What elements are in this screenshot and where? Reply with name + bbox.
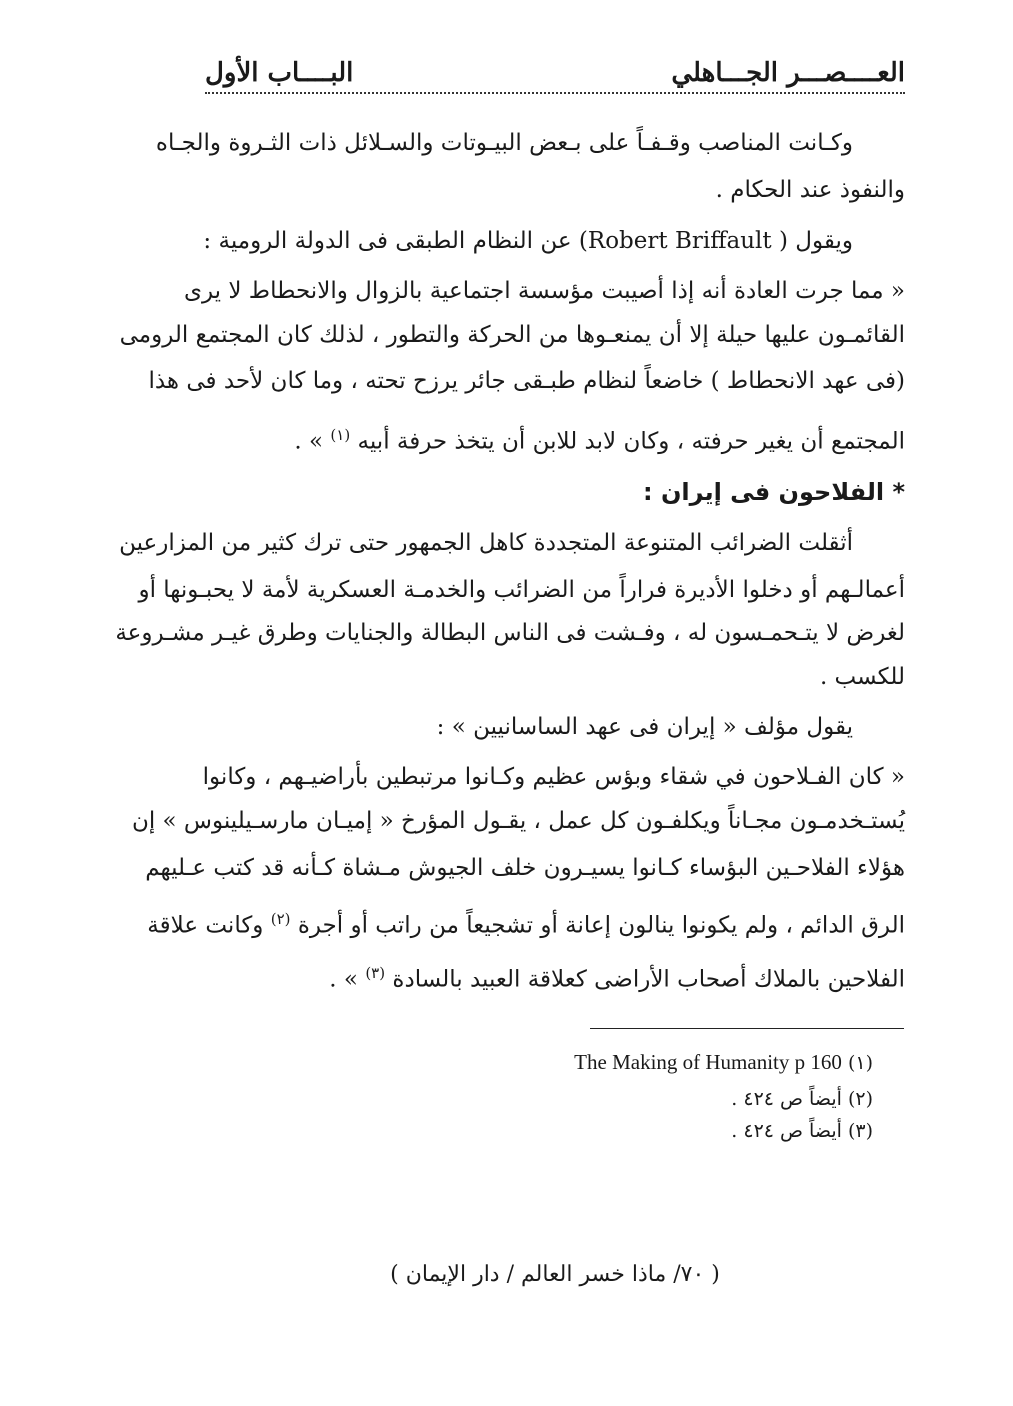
header-chapter: البــــاب الأول <box>205 58 354 88</box>
footnote-3 <box>731 1120 873 1142</box>
body-line: هؤلاء الفلاحـين البؤساء كـانوا يسيـرون خلف الجيوش مـشاة كـأنه قد كتب عـليهم <box>145 855 905 881</box>
body-line-text: وكانت علاقة <box>147 912 264 939</box>
body-line: أثقلت الضرائب المتنوعة المتجددة كاهل الجمهور حتى ترك كثير من المزارعين <box>119 530 853 556</box>
footnote-number: (١) <box>847 1052 873 1074</box>
header-dotted-rule <box>205 92 905 94</box>
body-line: والنفوذ عند الحكام . <box>715 177 905 203</box>
closing-quote: » . <box>329 966 358 993</box>
body-line-with-ref <box>147 904 905 941</box>
footnote-separator <box>590 1028 904 1029</box>
body-line-text: الرق الدائم ، ولم يكونوا ينالون إعانة أو تشجيعاً من راتب أو أجرة <box>297 912 905 939</box>
body-line: يُستـخدمـون مجـاناً ويكلفـون كل عمل ، يقـول المؤرخ « إميـان مارسـيلينوس » إن <box>131 808 905 834</box>
page-footer: ( ٧٠/ ماذا خسر العالم / دار الإيمان ) <box>390 1262 720 1287</box>
body-line: « مما جرت العادة أنه إذا أصيبت مؤسسة اجتماعية بالزوال والانحطاط لا يرى <box>183 278 905 304</box>
footnote-text: أيضاً ص ٤٢٤ . <box>731 1120 842 1142</box>
footnote-number: (٣) <box>847 1120 873 1142</box>
body-line: يقول مؤلف « إيران فى عهد الساسانيين » : <box>436 714 853 740</box>
body-line: أعمالـهم أو دخلوا الأديرة فراراً من الضرائب والخدمـة العسكرية لأمة لا يحبـونها أو <box>138 577 905 603</box>
footnote-text: أيضاً ص ٤٢٤ . <box>731 1088 842 1110</box>
footnote-number: (٢) <box>847 1088 873 1110</box>
footnote-1 <box>574 1050 873 1075</box>
body-line: وكـانت المناصب وقـفـاً على بـعض البيـوتات والسـلائل ذات الثـروة والجـاه <box>155 130 853 156</box>
body-line: القائمـون عليها حيلة إلا أن يمنعـوها من الحركة والتطور ، لذلك كان المجتمع الرومى <box>119 322 905 348</box>
body-line-text: الفلاحين بالملاك أصحاب الأراضى كعلاقة العبيد بالسادة <box>392 966 905 993</box>
body-line: « كان الفـلاحون في شقاء وبؤس عظيم وكـانوا مرتبطين بأراضيـهم ، وكانوا <box>202 764 905 790</box>
footnote-ref: (٣) <box>365 964 386 982</box>
body-line: ويقول ( Robert Briffault) عن النظام الطبقى فى الدولة الرومية : <box>203 228 853 254</box>
body-line: (فى عهد الانحطاط ) خاضعاً لنظام طبـقى جائر يرزح تحته ، وما كان لأحد فى هذا <box>148 368 905 394</box>
running-header <box>205 52 905 98</box>
body-line: لغرض لا يتـحمـسون له ، وفـشت فى الناس البطالة والجنايات وطرق غيـر مشـروعة <box>115 620 905 646</box>
footnote-ref: (٢) <box>270 910 291 928</box>
footnote-ref: (١) <box>330 426 351 444</box>
header-book-section: العــــصـــر الجـــاهلي <box>671 58 905 88</box>
footnote-2 <box>731 1088 873 1110</box>
body-line-with-ref <box>205 420 905 457</box>
body-line-with-ref <box>205 958 905 995</box>
section-heading: * الفلاحون فى إيران : <box>642 478 905 506</box>
body-line-text: المجتمع أن يغير حرفته ، وكان لابد للابن أن يتخذ حرفة أبيه <box>357 428 905 455</box>
footnote-text: The Making of Humanity p 160 <box>574 1050 842 1074</box>
closing-quote: » . <box>294 428 324 455</box>
body-line: للكسب . <box>819 664 905 690</box>
